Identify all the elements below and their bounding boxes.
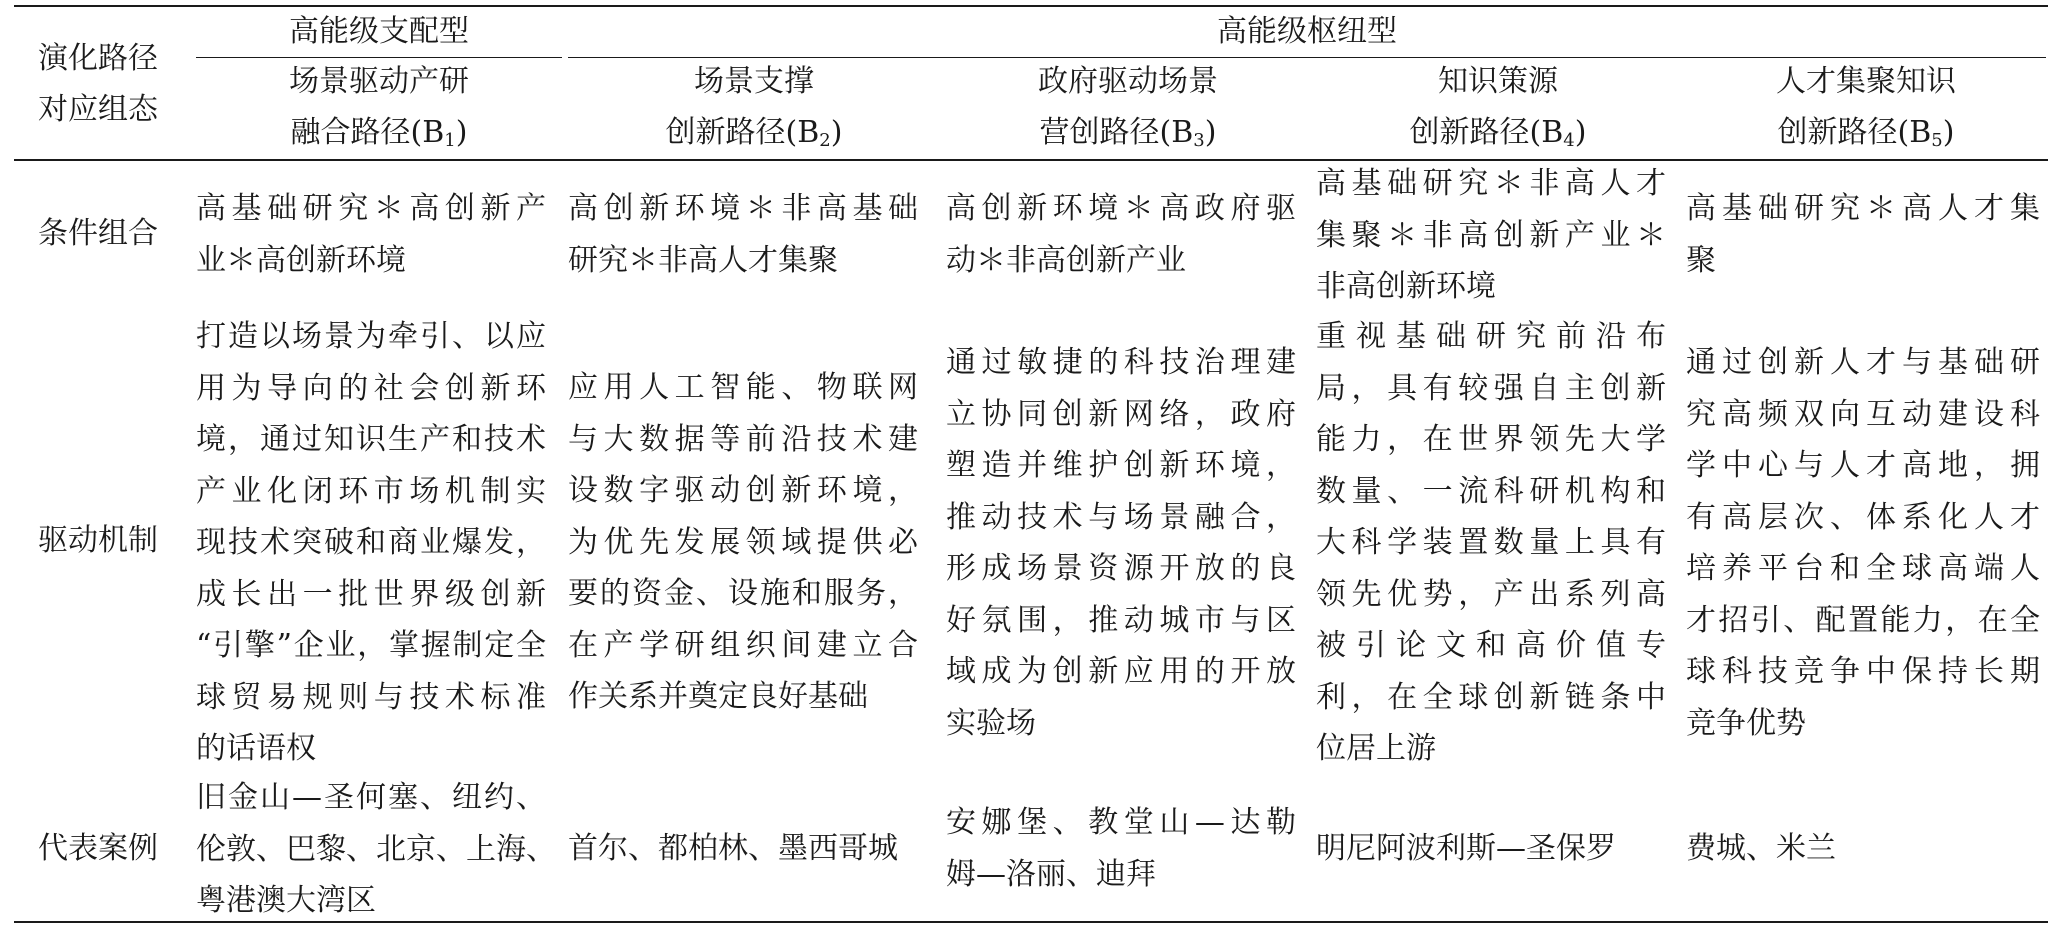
cell-line: 有高层次、体系化人才 <box>1686 499 2040 535</box>
cell-line: 球贸易规则与技术标准 <box>196 679 546 715</box>
row-label-conditions: 条件组合 <box>38 216 158 251</box>
cell-line: 姆—洛丽、迪拜 <box>946 856 1156 892</box>
cell-line: 利，在全球创新链条中 <box>1316 679 1666 715</box>
cell-mechanism-2 <box>568 362 918 723</box>
cell-line: 安娜堡、教堂山—达勒 <box>946 805 1296 840</box>
cell-line: 在产学研组织间建立合 <box>568 627 918 663</box>
cell-line: 应用人工智能、物联网 <box>568 370 918 405</box>
cell-cases-5 <box>1686 823 2040 875</box>
cell-line: 为优先发展领域提供必 <box>568 524 918 560</box>
group-header-hub: 高能级枢纽型 <box>1217 14 1397 49</box>
header-rule <box>14 159 2048 161</box>
cell-line: 明尼阿波利斯—圣保罗 <box>1316 831 1616 866</box>
cell-line: 粤港澳大湾区 <box>196 883 376 918</box>
column-header-5-line-1: 人才集聚知识 <box>1776 64 1956 99</box>
cell-line: 首尔、都柏林、墨西哥城 <box>568 831 898 866</box>
cell-conditions-3 <box>946 183 1296 286</box>
cell-cases-4 <box>1316 823 1666 875</box>
cell-line: 推动技术与场景融合， <box>946 499 1296 535</box>
column-header-1-line-2: 融合路径$(B_1)$ <box>290 115 468 151</box>
cell-line: 实验场 <box>946 705 1036 741</box>
cell-line: 高创新环境＊非高基础 <box>568 191 918 226</box>
column-header-1-line-1: 场景驱动产研 <box>289 64 469 99</box>
cell-cases-1 <box>196 772 556 927</box>
cell-line: 聚 <box>1686 242 1716 278</box>
cell-line: 培养平台和全球高端人 <box>1686 551 2040 586</box>
cell-line: 通过敏捷的科技治理建 <box>946 345 1296 380</box>
cell-line: 大科学装置数量上具有 <box>1316 525 1666 560</box>
cell-mechanism-5 <box>1686 337 2040 749</box>
cell-mechanism-4 <box>1316 311 1666 775</box>
cell-line: 学中心与人才高地，拥 <box>1686 448 2040 483</box>
cell-line: 境，通过知识生产和技术 <box>196 422 546 457</box>
cell-line: 重视基础研究前沿布 <box>1316 319 1666 354</box>
cell-conditions-2 <box>568 183 918 286</box>
cell-line: 领先优势，产出系列高 <box>1316 576 1666 612</box>
cell-cases-3 <box>946 797 1296 900</box>
cell-line: 非高创新环境 <box>1316 269 1496 304</box>
cell-line: 究高频双向互动建设科 <box>1686 396 2040 432</box>
row-label-line-2: 对应组态 <box>38 92 158 127</box>
cell-cases-2 <box>568 823 918 875</box>
cell-line: 设数字驱动创新环境， <box>568 473 918 508</box>
cell-mechanism-3 <box>946 337 1296 749</box>
cell-conditions-4 <box>1316 158 1666 313</box>
cell-line: 业＊高创新环境 <box>196 242 406 278</box>
cell-line: 打造以场景为牵引、以应 <box>196 319 546 354</box>
column-header-2-line-1: 场景支撑 <box>694 64 814 99</box>
cell-mechanism-1 <box>196 311 546 775</box>
group-header-dominant: 高能级支配型 <box>289 14 469 49</box>
cell-line: 局，具有较强自主创新 <box>1316 370 1666 406</box>
cell-conditions-1 <box>196 183 546 286</box>
cell-line: 高基础研究＊非高人才 <box>1316 166 1666 201</box>
cell-line: 立协同创新网络，政府 <box>946 396 1296 432</box>
cell-line: 好氛围，推动城市与区 <box>946 602 1296 638</box>
cell-line: 通过创新人才与基础研 <box>1686 345 2040 380</box>
cell-line: 产业化闭环市场机制实 <box>196 473 546 509</box>
column-header-4-line-2: 创新路径$(B_4)$ <box>1409 115 1587 151</box>
cell-line: 域成为创新应用的开放 <box>946 654 1296 689</box>
column-header-3-line-1: 政府驱动场景 <box>1038 64 1218 99</box>
row-label-line-1: 演化路径 <box>38 41 158 76</box>
cell-line: 要的资金、设施和服务， <box>568 576 918 611</box>
cell-line: 现技术突破和商业爆发， <box>196 525 546 560</box>
cell-line: 费城、米兰 <box>1686 831 1836 866</box>
cell-line: 被引论文和高价值专 <box>1316 628 1666 663</box>
cell-line: 高基础研究＊高人才集 <box>1686 191 2040 226</box>
cell-conditions-5 <box>1686 183 2040 286</box>
row-label-cases: 代表案例 <box>38 831 158 866</box>
cell-line: 竞争优势 <box>1686 705 1806 741</box>
cell-line: 的话语权 <box>196 731 316 766</box>
cell-line: 形成场景资源开放的良 <box>946 551 1296 586</box>
column-header-4-line-1: 知识策源 <box>1438 64 1558 99</box>
cell-line: 用为导向的社会创新环 <box>196 370 546 406</box>
cell-line: 研究＊非高人才集聚 <box>568 242 838 278</box>
cell-line: 作关系并奠定良好基础 <box>568 679 868 714</box>
cell-line: 动＊非高创新产业 <box>946 242 1186 278</box>
cell-line: 能力，在世界领先大学 <box>1316 422 1666 457</box>
cell-line: 成长出一批世界级创新 <box>196 576 546 612</box>
cell-line: 才招引、配置能力，在全 <box>1686 602 2040 638</box>
column-header-2-line-2: 创新路径$(B_2)$ <box>665 115 843 151</box>
cell-line: 球科技竞争中保持长期 <box>1686 654 2040 689</box>
cell-line: 数量、一流科研机构和 <box>1316 473 1666 509</box>
cell-line: 高创新环境＊高政府驱 <box>946 191 1296 226</box>
cell-line: 塑造并维护创新环境， <box>946 448 1296 483</box>
cell-line: 高基础研究＊高创新产 <box>196 191 546 226</box>
column-header-3-line-2: 营创路径$(B_3)$ <box>1039 115 1217 151</box>
cell-line: 位居上游 <box>1316 731 1436 766</box>
cell-line: “引擎”企业，掌握制定全 <box>196 628 546 663</box>
cell-line: 集聚＊非高创新产业＊ <box>1316 217 1666 253</box>
row-label-mechanism: 驱动机制 <box>38 523 158 558</box>
cell-line: 旧金山—圣何塞、纽约、 <box>196 780 546 815</box>
column-header-5-line-2: 创新路径$(B_5)$ <box>1777 115 1955 151</box>
cell-line: 伦敦、巴黎、北京、上海、 <box>196 831 556 867</box>
cell-line: 与大数据等前沿技术建 <box>568 421 918 457</box>
